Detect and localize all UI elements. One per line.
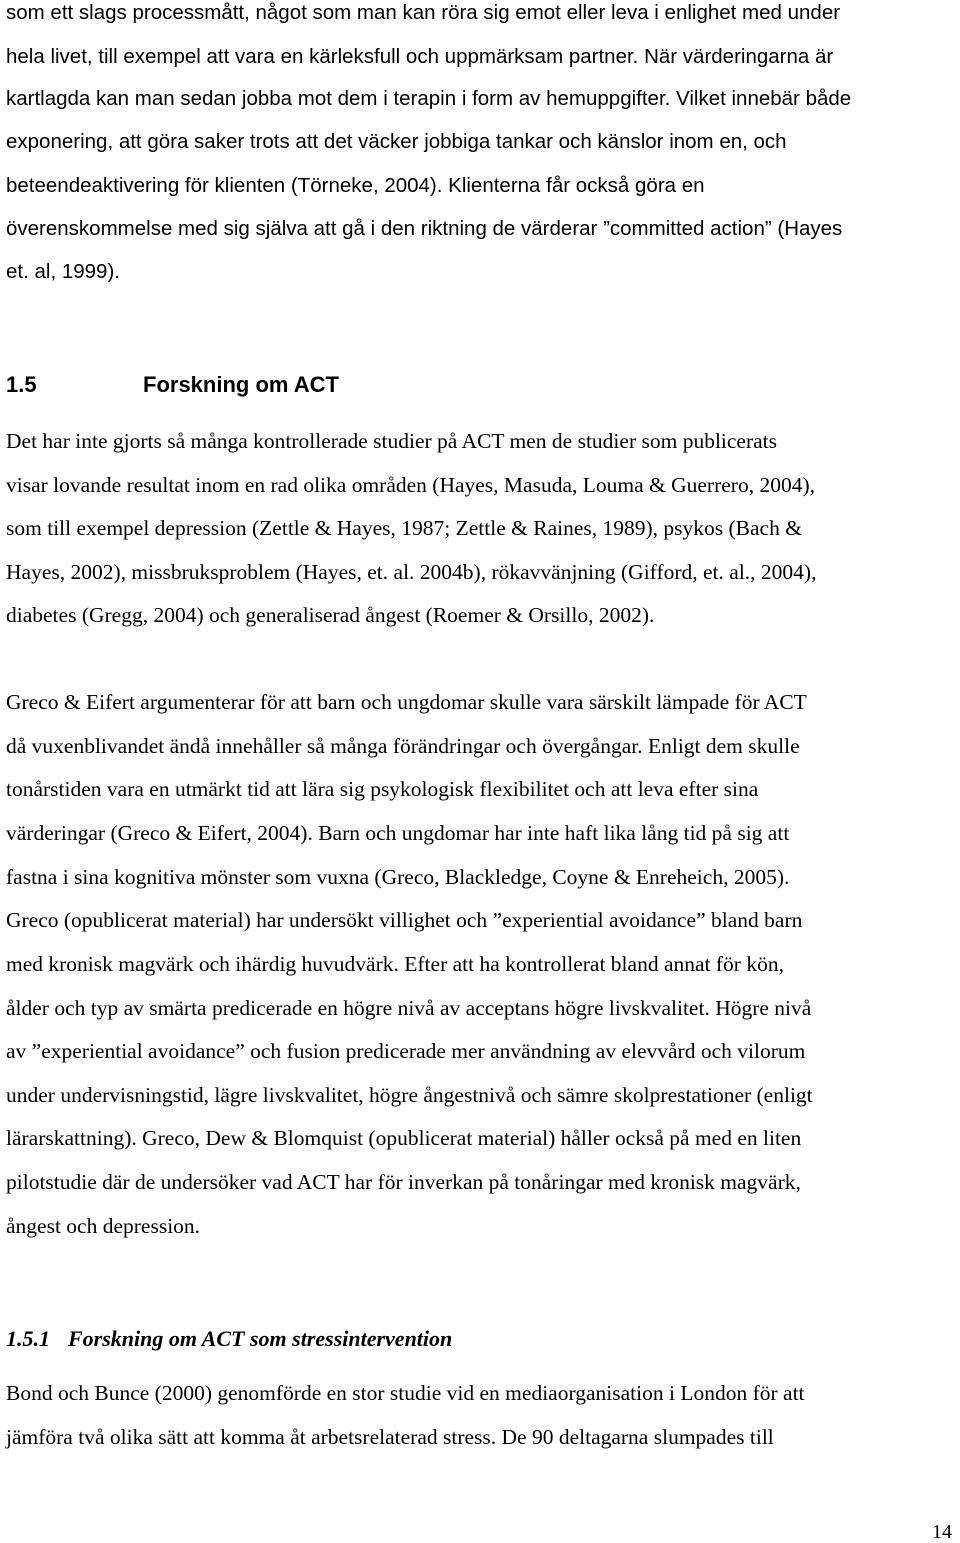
- paragraph-2-line-5: diabetes (Gregg, 2004) och generaliserad ångest (Roemer & Orsillo, 2002).: [6, 603, 655, 627]
- section-heading: [6, 374, 339, 396]
- paragraph-1-line-1: som ett slags processmått, något som man kan röra sig emot eller leva i enlighet med under: [6, 1, 841, 24]
- paragraph-2-line-3: som till exempel depression (Zettle & Hayes, 1987; Zettle & Raines, 1989), psykos (Bach &: [6, 516, 802, 540]
- paragraph-3-line-13: ångest och depression.: [6, 1214, 201, 1238]
- paragraph-2-line-4: Hayes, 2002), missbruksproblem (Hayes, et. al. 2004b), rökavvänjning (Gifford, et. al., 2004),: [6, 560, 817, 584]
- paragraph-3-line-11: lärarskattning). Greco, Dew & Blomquist (opublicerat material) håller också på med en liten: [6, 1126, 802, 1150]
- subsection-number: 1.5.1: [6, 1326, 50, 1351]
- section-title: Forskning om ACT: [143, 372, 339, 397]
- subsection-title: Forskning om ACT som stressintervention: [68, 1326, 453, 1351]
- section-number: 1.5: [6, 372, 37, 397]
- paragraph-3-line-5: fastna i sina kognitiva mönster som vuxna (Greco, Blackledge, Coyne & Enreheich, 2005).: [6, 865, 790, 889]
- subsection-heading: [6, 1328, 452, 1350]
- paragraph-1-line-2: hela livet, till exempel att vara en kärleksfull och uppmärksam partner. När värderingarna är: [6, 45, 834, 68]
- paragraph-1-line-3: kartlagda kan man sedan jobba mot dem i terapin i form av hemuppgifter. Vilket innebär både: [6, 87, 852, 110]
- paragraph-3-line-8: ålder och typ av smärta predicerade en högre nivå av acceptans högre livskvalitet. Högre nivå: [6, 996, 812, 1020]
- paragraph-2-line-2: visar lovande resultat inom en rad olika områden (Hayes, Masuda, Louma & Guerrero, 2004),: [6, 473, 815, 497]
- paragraph-3-line-9: av ”experiential avoidance” och fusion predicerade mer användning av elevvård och vilorum: [6, 1039, 806, 1063]
- paragraph-3-line-6: Greco (opublicerat material) har undersökt villighet och ”experiential avoidance” bland barn: [6, 908, 803, 932]
- paragraph-1-line-5: beteendeaktivering för klienten (Törneke, 2004). Klienterna får också göra en: [6, 174, 705, 197]
- paragraph-2-line-1: Det har inte gjorts så många kontrollerade studier på ACT men de studier som publicerats: [6, 429, 778, 453]
- paragraph-3-line-3: tonårstiden vara en utmärkt tid att lära sig psykologisk flexibilitet och att leva efter sina: [6, 777, 759, 801]
- paragraph-1-line-7: et. al, 1999).: [6, 260, 120, 283]
- paragraph-4-line-2: jämföra två olika sätt att komma åt arbetsrelaterad stress. De 90 deltagarna slumpades till: [6, 1425, 774, 1449]
- paragraph-3-line-12: pilotstudie där de undersöker vad ACT har för inverkan på tonåringar med kronisk magvärk,: [6, 1170, 801, 1194]
- paragraph-1-line-4: exponering, att göra saker trots att det väcker jobbiga tankar och känslor inom en, och: [6, 130, 787, 153]
- paragraph-3-line-10: under undervisningstid, lägre livskvalitet, högre ångestnivå och sämre skolprestationer (enligt: [6, 1083, 813, 1107]
- paragraph-4-line-1: Bond och Bunce (2000) genomförde en stor studie vid en mediaorganisation i London för att: [6, 1381, 805, 1405]
- paragraph-1-line-6: överenskommelse med sig själva att gå i den riktning de värderar ”committed action” (Hayes: [6, 217, 843, 240]
- paragraph-3-line-1: Greco & Eifert argumenterar för att barn och ungdomar skulle vara särskilt lämpade för ACT: [6, 690, 807, 714]
- page-number: 14: [932, 1521, 952, 1543]
- paragraph-3-line-4: värderingar (Greco & Eifert, 2004). Barn och ungdomar har inte haft lika lång tid på sig att: [6, 821, 790, 845]
- paragraph-3-line-7: med kronisk magvärk och ihärdig huvudvärk. Efter att ha kontrollerat bland annat för kön,: [6, 952, 784, 976]
- paragraph-3-line-2: då vuxenblivandet ändå innehåller så många förändringar och övergångar. Enligt dem skulle: [6, 734, 800, 758]
